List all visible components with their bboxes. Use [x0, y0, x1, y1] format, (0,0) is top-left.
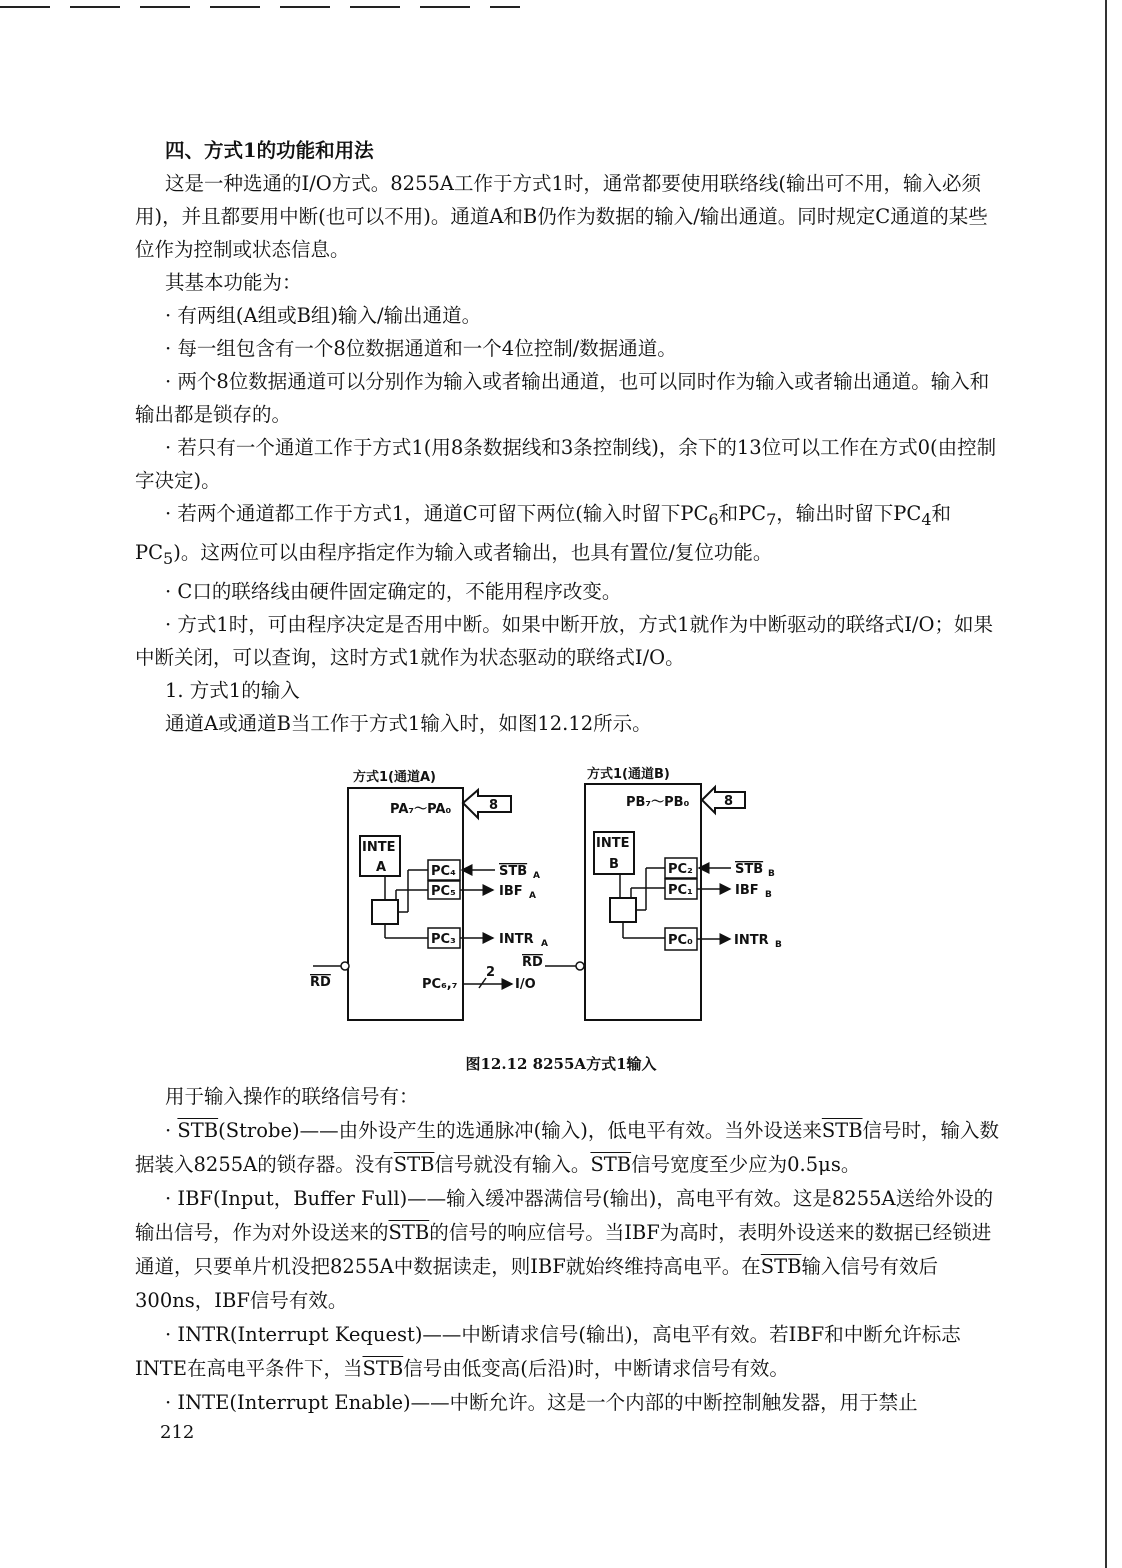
port-a-label: PA₇～PA₀ — [390, 802, 452, 817]
bus-arrow-a — [463, 790, 511, 818]
intr-paragraph: · INTR(Interrupt Kequest)——中断请求信号(输出)，高电平有效。若IBF和中断允许标志INTE在高电平条件下，当$\overline{STB}$信号由低变高(后沿)时，中断请求信号有效。 — [135, 1323, 961, 1380]
inte-a-label: INTE — [362, 840, 396, 855]
stb-a-sub: A — [533, 871, 540, 881]
pc4-label: PC₄ — [431, 864, 456, 879]
intr-a-sub: A — [541, 939, 548, 949]
feature-item: · 每一组包含有一个8位数据通道和一个4位控制/数据通道。 — [165, 337, 677, 360]
io-label: I/O — [515, 977, 536, 992]
channel-a-title: 方式1(通道A) — [353, 770, 436, 785]
basic-label: 其基本功能为： — [165, 271, 302, 294]
rd-b-bubble — [576, 962, 584, 970]
figure-reference: 通道A或通道B当工作于方式1输入时，如图12.12所示。 — [165, 711, 652, 735]
port-b-label: PB₇～PB₀ — [626, 795, 690, 810]
inte-a-sub: A — [376, 860, 387, 875]
ibf-paragraph: · IBF(Input，Buffer Full)——输入缓冲器满信号(输出)，高电平有效。这是8255A送给外设的输出信号，作为对外设送来的$\overline{STB}$的信号的响应信号。当IBF为高时，表明外设送来的数据已经锁进通道，只要单片机没把8255A中数据读走，则IBF就始终维持高电平。在$\overline{STB}$输入信号有效后300ns，IBF信号有效。 — [135, 1187, 994, 1312]
signals-intro: 用于输入操作的联络信号有： — [165, 1085, 419, 1108]
stb-b-sub: B — [768, 869, 775, 879]
lower-text — [135, 1080, 1005, 1420]
chip-b-box — [585, 784, 701, 1020]
stb-b-label: STB — [735, 862, 764, 877]
intr-b-label: INTR — [734, 933, 769, 948]
inte-b-label: INTE — [596, 836, 630, 851]
bus-width-a: 8 — [489, 798, 499, 813]
pc0-label: PC₀ — [668, 933, 693, 948]
ibf-b-sub: B — [765, 890, 772, 900]
subsection-title: 1. 方式1的输入 — [165, 678, 300, 702]
inte-paragraph: · INTE(Interrupt Enable)——中断允许。这是一个内部的中断控制触发器，用于禁止 — [165, 1391, 918, 1414]
bus-width-b: 8 — [724, 794, 734, 809]
feature-item: · 方式1时，可由程序决定是否用中断。如果中断开放，方式1就作为中断驱动的联络式I/O；如果中断关闭，可以查询，这时方式1就作为状态驱动的联络式I/O。 — [135, 612, 993, 669]
pc67-label: PC₆,₇ — [422, 977, 458, 992]
feature-item: · 有两组(A组或B组)输入/输出通道。 — [165, 304, 482, 327]
and-gate-a — [372, 900, 398, 924]
and-gate-b — [610, 898, 636, 922]
feature-item: · 两个8位数据通道可以分别作为输入或者输出通道，也可以同时作为输入或者输出通道。输入和输出都是锁存的。 — [135, 370, 990, 426]
inte-b-sub: B — [609, 857, 619, 872]
feature-item: · 若只有一个通道工作于方式1(用8条数据线和3条控制线)，余下的13位可以工作在方式0(由控制字决定)。 — [135, 436, 997, 492]
intr-b-sub: B — [775, 940, 782, 950]
rd-b-label: RD — [522, 955, 543, 970]
pc3-label: PC₃ — [431, 932, 456, 947]
pc1-label: PC₁ — [668, 883, 693, 898]
intr-a-label: INTR — [499, 932, 534, 947]
feature-item: · 若两个通道都工作于方式1，通道C可留下两位(输入时留下$PC_6$和$PC_7$，输出时留下$PC_4$和$PC_5$)。这两位可以由程序指定作为输入或者输出，也具有置位/复位功能。 — [135, 502, 952, 568]
pc67-width: 2 — [486, 965, 496, 980]
figure-caption: 图12.12 8255A方式1输入 — [465, 1055, 657, 1073]
pc2-label: PC₂ — [668, 862, 693, 877]
intro-paragraph: 这是一种选通的I/O方式。8255A工作于方式1时，通常都要使用联络线(输出可不用，输入必须用)，并且都要用中断(也可以不用)。通道A和B仍作为数据的输入/输出通道。同时规定C通道的某些位作为控制或状态信息。 — [135, 172, 988, 261]
page-number: 212 — [160, 1422, 195, 1443]
section-title: 四、方式1的功能和用法 — [165, 139, 374, 162]
ibf-b-label: IBF — [735, 883, 759, 898]
ibf-a-label: IBF — [499, 884, 523, 899]
pc5-label: PC₅ — [431, 884, 456, 899]
rd-a-label: RD — [310, 975, 331, 990]
rd-a-bubble — [341, 962, 349, 970]
stb-paragraph: · $\overline{STB}(Strobe)——$由外设产生的选通脉冲(输入)，低电平有效。当外设送来$\overline{STB}$信号时，输入数据装入8255A的锁存器。没有$\overline{STB}$信号就没有输入。$\overline{STB}$信号宽度至少应为0.5μs。 — [135, 1119, 1000, 1176]
ibf-a-sub: A — [529, 891, 536, 901]
stb-a-label: STB — [499, 864, 528, 879]
channel-b-title: 方式1(通道B) — [587, 767, 670, 782]
feature-item: · C口的联络线由硬件固定确定的，不能用程序改变。 — [165, 579, 622, 603]
